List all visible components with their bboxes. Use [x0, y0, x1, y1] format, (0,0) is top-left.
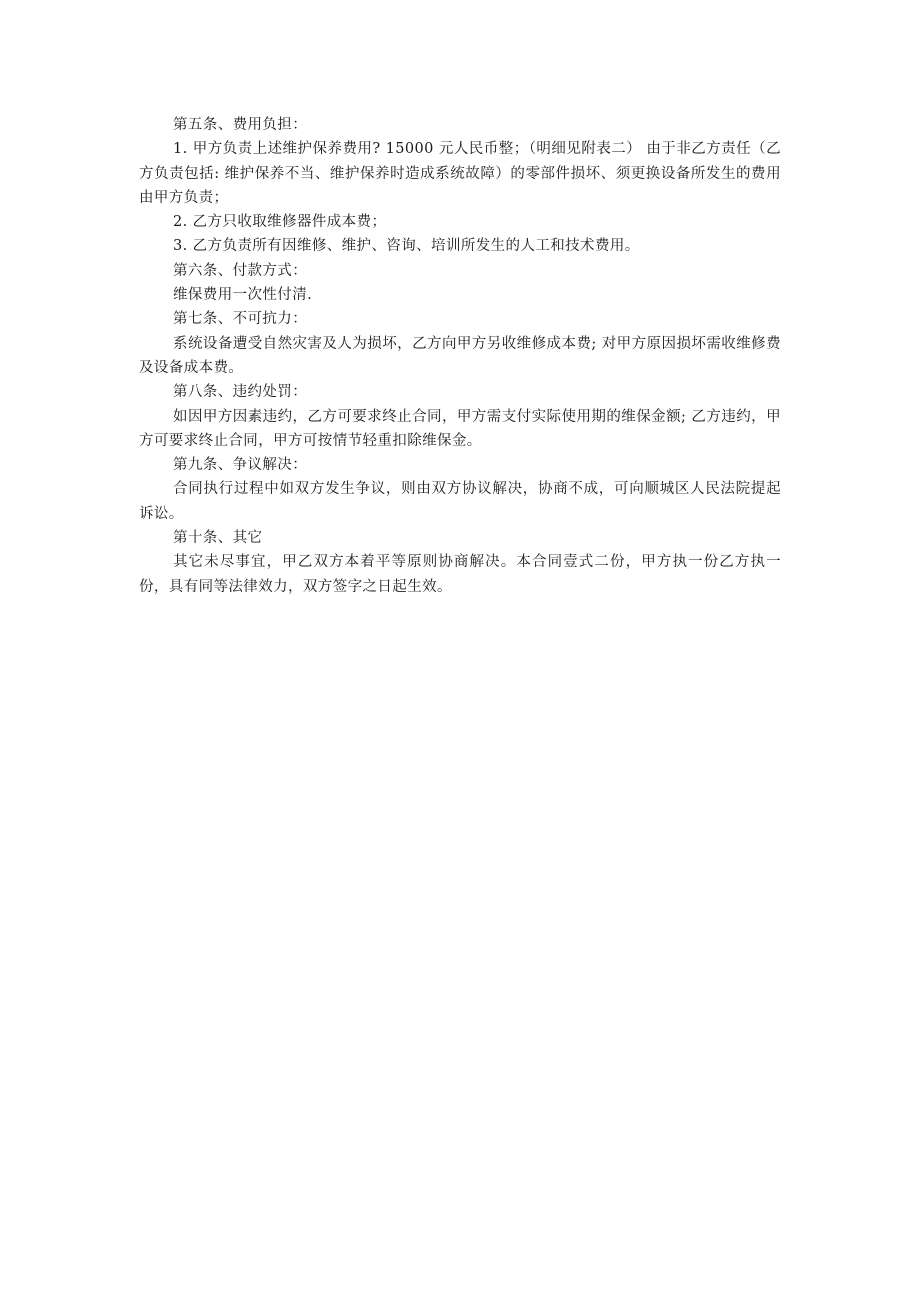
- clause-9-text: 合同执行过程中如双方发生争议，则由双方协议解决，协商不成，可向顺城区人民法院提起诉讼。: [139, 481, 781, 522]
- section-heading-7: 第七条、不可抗力：: [173, 311, 308, 328]
- clause-5-item-3: 3. 乙方负责所有因维修、维护、咨询、培训所发生的人工和技术费用。: [173, 238, 640, 255]
- section-heading-8: 第八条、违约处罚：: [173, 384, 308, 401]
- section-heading-5: 第五条、费用负担：: [173, 117, 308, 133]
- section-heading-9: 第九条、争议解决：: [173, 457, 308, 474]
- clause-5-item-1: 1. 甲方负责上述维护保养费用? 15000 元人民币整；（明细见附表二） 由于非乙方责任（乙方负责包括: 维护保养不当、维护保养时造成系统故障）的零部件损坏、须更换设备所发生的费用由甲方负责；: [139, 141, 781, 206]
- clause-6-text: 维保费用一次性付清.: [173, 287, 313, 304]
- section-heading-6: 第六条、付款方式：: [173, 262, 308, 279]
- clause-8-text: 如因甲方因素违约，乙方可要求终止合同，甲方需支付实际使用期的维保金额; 乙方违约，甲方可要求终止合同，甲方可按情节轻重扣除维保金。: [139, 408, 781, 449]
- clause-7-text: 系统设备遭受自然灾害及人为损坏，乙方向甲方另收维修成本费; 对甲方原因损坏需收维修费及设备成本费。: [139, 335, 781, 376]
- section-heading-10: 第十条、其它: [173, 530, 263, 547]
- document-page: [139, 113, 781, 599]
- clause-10-text: 其它未尽事宜，甲乙双方本着平等原则协商解决。本合同壹式二份，甲方执一份乙方执一份，具有同等法律效力，双方签字之日起生效。: [139, 554, 781, 595]
- clause-5-item-2: 2. 乙方只收取维修器件成本费；: [173, 214, 387, 231]
